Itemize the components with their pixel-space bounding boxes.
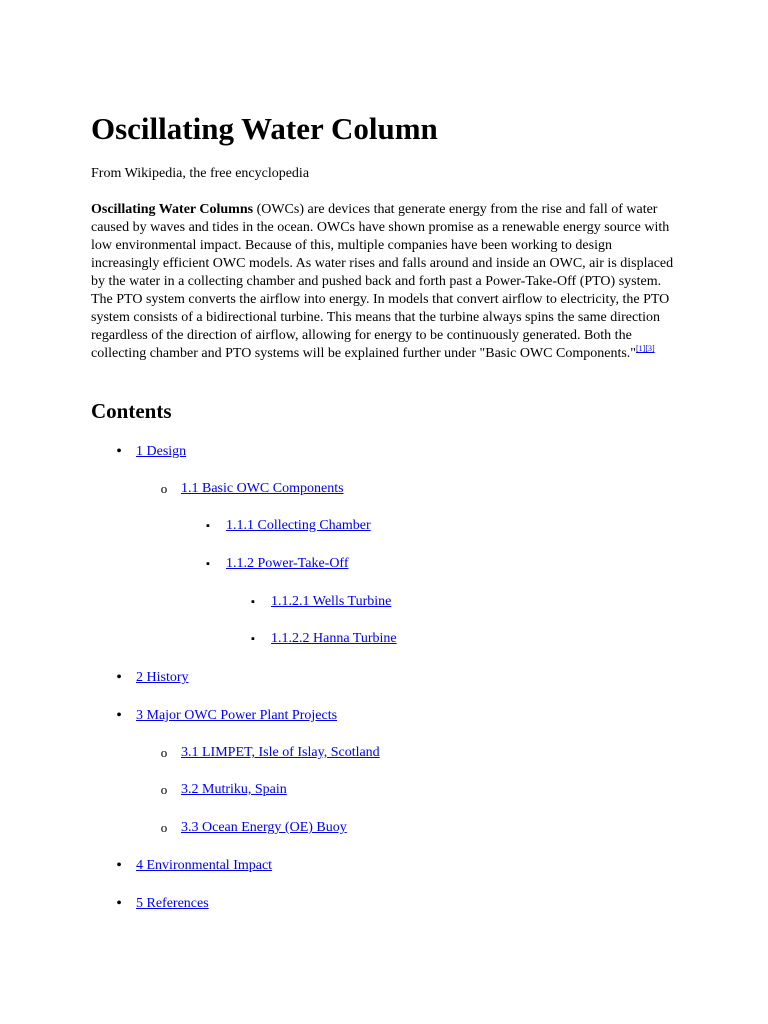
toc-item-environmental-impact <box>116 856 273 876</box>
toc-item-collecting-chamber <box>206 516 371 536</box>
toc-item-basic-owc-components <box>160 479 344 499</box>
toc-item-major-owc-power-plant-projects <box>116 706 338 726</box>
bullet-square-icon: ▪ <box>206 520 210 532</box>
toc-link-mutriku[interactable]: 3.2 Mutriku, Spain <box>181 782 287 797</box>
bullet-disc-icon: • <box>116 443 122 460</box>
toc-link-history[interactable]: 2 History <box>136 670 189 685</box>
contents-heading: Contents <box>91 399 172 423</box>
toc-link-ocean-energy-buoy[interactable]: 3.3 Ocean Energy (OE) Buoy <box>181 820 347 835</box>
toc-item-wells-turbine <box>251 592 392 612</box>
toc-item-power-take-off <box>206 554 349 574</box>
citation-link[interactable]: [1][3] <box>636 344 655 353</box>
toc-link-wells-turbine[interactable]: 1.1.2.1 Wells Turbine <box>271 594 392 609</box>
toc-link-limpet[interactable]: 3.1 LIMPET, Isle of Islay, Scotland <box>181 745 380 760</box>
bullet-square-icon: ▪ <box>251 633 255 645</box>
intro-text: (OWCs) are devices that generate energy from the rise and fall of water caused by waves and tides in the ocean. OWCs have shown promise as a renewable energy source with low environmental impact. Because of this, multiple companies have been working to design increasingly efficient OWC models. As water rises and falls around and inside an OWC, air is displaced by the water in a collecting chamber and pushed back and forth past a Power-Take-Off (PTO) system. The PTO system converts the airflow into energy. In models that convert airflow to electricity, the PTO system consists of a bidirectional turbine. This means that the turbine always spins the same direction regardless of the direction of airflow, allowing for energy to be continuously generated. Both the collecting chamber and PTO systems will be explained further under "Basic OWC Components." <box>91 202 674 361</box>
page-title: Oscillating Water Column <box>91 111 438 146</box>
toc-link-references[interactable]: 5 References <box>136 896 209 911</box>
bullet-disc-icon: • <box>116 857 122 874</box>
toc-link-power-take-off[interactable]: 1.1.2 Power-Take-Off <box>226 556 349 571</box>
citation-superscript <box>636 344 655 353</box>
intro-paragraph <box>91 201 679 363</box>
bullet-disc-icon: • <box>116 895 122 912</box>
toc-item-ocean-energy-buoy <box>160 818 347 838</box>
toc-item-history <box>116 668 189 688</box>
toc-item-references <box>116 894 209 914</box>
bullet-square-icon: ▪ <box>251 596 255 608</box>
bullet-disc-icon: • <box>116 707 122 724</box>
bullet-disc-icon: • <box>116 669 122 686</box>
intro-bold-term: Oscillating Water Columns <box>91 202 254 217</box>
toc-link-hanna-turbine[interactable]: 1.1.2.2 Hanna Turbine <box>271 631 397 646</box>
bullet-circle-icon: o <box>160 745 168 760</box>
toc-link-collecting-chamber[interactable]: 1.1.1 Collecting Chamber <box>226 518 371 533</box>
bullet-circle-icon: o <box>160 782 168 797</box>
toc-link-basic-owc-components[interactable]: 1.1 Basic OWC Components <box>181 481 344 496</box>
toc-item-design <box>116 442 187 462</box>
toc-link-environmental-impact[interactable]: 4 Environmental Impact <box>136 858 273 873</box>
toc-link-major-owc-power-plant-projects[interactable]: 3 Major OWC Power Plant Projects <box>136 708 338 723</box>
bullet-circle-icon: o <box>160 820 168 835</box>
toc-item-mutriku <box>160 780 287 800</box>
page-tagline: From Wikipedia, the free encyclopedia <box>91 166 310 181</box>
toc-item-limpet <box>160 743 380 763</box>
bullet-square-icon: ▪ <box>206 558 210 570</box>
toc-link-design[interactable]: 1 Design <box>136 444 187 459</box>
toc-item-hanna-turbine <box>251 629 397 649</box>
bullet-circle-icon: o <box>160 481 168 496</box>
